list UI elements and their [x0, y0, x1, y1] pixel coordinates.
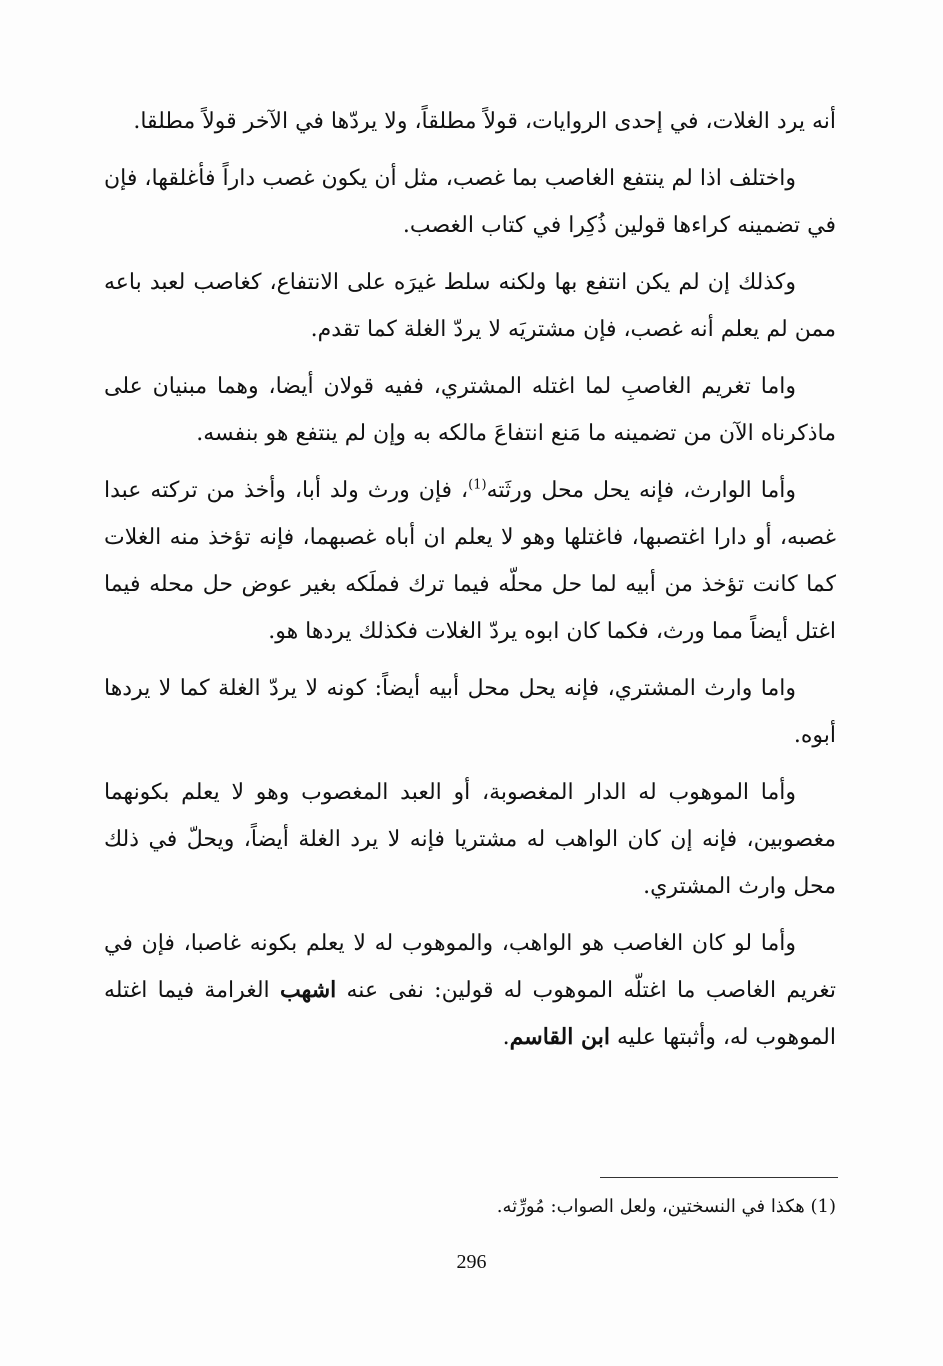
paragraph-5	[104, 467, 836, 655]
name-ibn-alqasim: ابن القاسم	[509, 1024, 611, 1050]
page-number: 296	[456, 1251, 487, 1273]
paragraph-7: وأما الموهوب له الدار المغصوبة، أو العبد المغصوب وهو لا يعلم بكونهما مغصوبين، فإنه إن كان الواهب له مشتريا فإنه لا يرد الغلة أيضاً، ويحلّ في ذلك محل وارث المشتري.	[104, 780, 836, 899]
footnote-divider	[600, 1177, 838, 1178]
footnote: (1) هكذا في النسختين، ولعل الصواب: مُورِّثه.	[496, 1196, 836, 1217]
main-text	[104, 98, 836, 1071]
paragraph-1: أنه يرد الغلات، في إحدى الروايات، قولاً مطلقاً، ولا يردّها في الآخر قولاً مطلقا.	[133, 109, 836, 134]
paragraph-8-middle: الغرامة فيما اغتله الموهوب له، وأثبتها عليه	[104, 978, 836, 1050]
paragraph-8-start: وأما لو كان الغاصب هو الواهب، والموهوب له لا يعلم بكونه غاصبا، فإن في تغريم الغاصب ما اغتلّه الموهوب له قولين: نفى عنه	[104, 931, 837, 1003]
paragraph-8-end: .	[502, 1025, 510, 1050]
paragraph-5-rest: ، فإن ورث ولد أبا، وأخذ من تركته عبدا غصبه، أو دارا اغتصبها، فاغتلها وهو لا يعلم ان أباه غصبهما، فإنه تؤخذ منه الغلات كما كانت تؤخذ من أبيه لما حل محلّه فيما ترك فملَكه بغير عوض حل محله فيما اغتل أيضاً مما ورث، فكما كان ابوه يردّ الغلات فكذلك يردها هو.	[104, 478, 836, 644]
paragraph-5-start: وأما الوارث، فإنه يحل محل ورثَته	[486, 478, 796, 503]
footnote-reference: (1)	[468, 477, 487, 493]
name-ashhab: اشهب	[279, 977, 337, 1003]
paragraph-4: واما تغريم الغاصبِ لما اغتله المشتري، ففيه قولان أيضا، وهما مبنيان على ماذكرناه الآن من تضمينه ما مَنع انتفاعَ مالكه به وإن لم ينتفع هو بنفسه.	[104, 374, 836, 446]
paragraph-6: واما وارث المشتري، فإنه يحل محل أبيه أيضاً: كونه لا يردّ الغلة كما لا يردها أبوه.	[104, 676, 836, 748]
paragraph-3: وكذلك إن لم يكن انتفع بها ولكنه سلط غيرَه على الانتفاع، كغاصب لعبد باعه ممن لم يعلم أنه غصب، فإن مشتريَه لا يردّ الغلة كما تقدم.	[104, 270, 836, 342]
paragraph-8	[104, 920, 836, 1061]
paragraph-2: واختلف اذا لم ينتفع الغاصب بما غصب، مثل أن يكون غصب داراً فأغلقها، فإن في تضمينه كراءها قولين ذُكِرا في كتاب الغصب.	[104, 166, 836, 238]
